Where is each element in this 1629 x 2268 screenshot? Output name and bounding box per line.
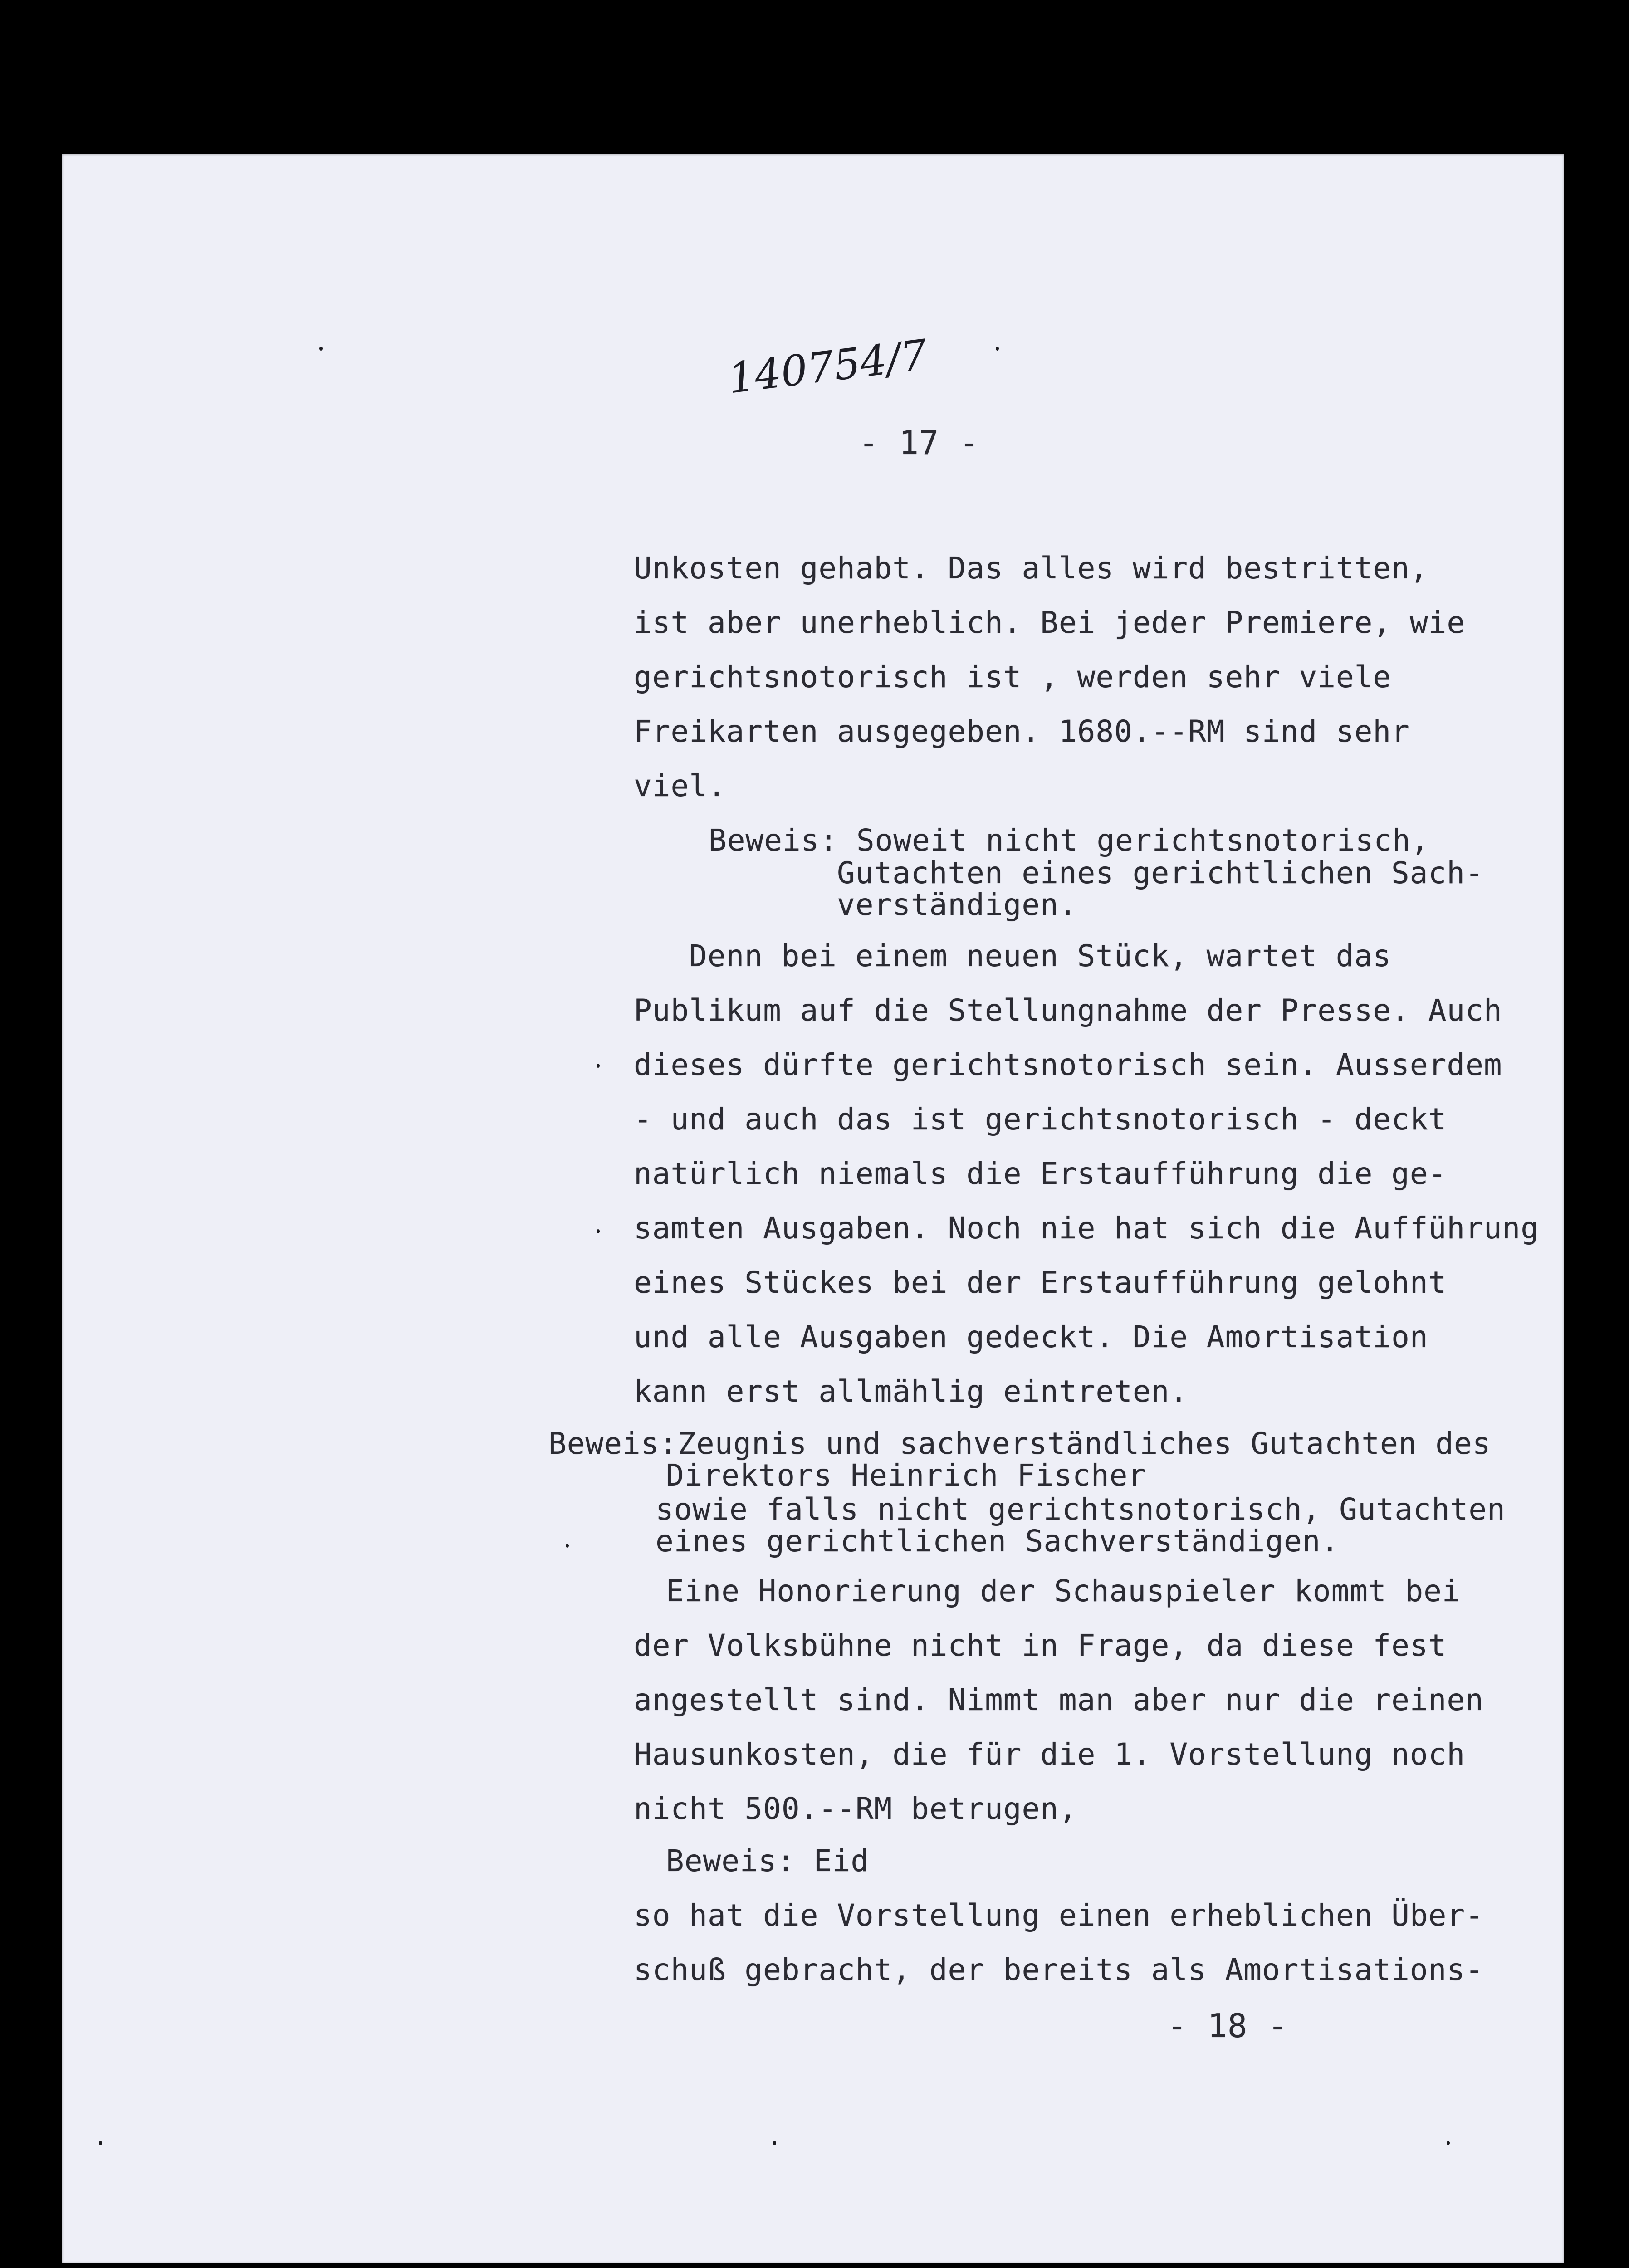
evidence-line: verständigen. [837, 887, 1077, 922]
text-line: viel. [634, 768, 726, 803]
text-line: so hat die Vorstellung einen erheblichen Über- [634, 1898, 1484, 1933]
evidence-line: Beweis: Soweit nicht gerichtsnotorisch, [709, 823, 1429, 858]
text-line: der Volksbühne nicht in Frage, da diese fest [634, 1628, 1447, 1663]
evidence-line: Direktors Heinrich Fischer [666, 1458, 1147, 1493]
punch-mark [996, 347, 999, 351]
evidence-line: Gutachten eines gerichtlichen Sach- [837, 855, 1484, 890]
text-line: Eine Honorierung der Schauspieler kommt bei [666, 1574, 1461, 1608]
evidence-line: sowie falls nicht gerichtsnotorisch, Gutachten [656, 1492, 1506, 1527]
text-line: angestellt sind. Nimmt man aber nur die reinen [634, 1682, 1484, 1717]
text-line: ist aber unerheblich. Bei jeder Premiere, wie [634, 605, 1466, 640]
page-footer: - 18 - [1167, 2007, 1288, 2045]
text-line: Unkosten gehabt. Das alles wird bestritten, [634, 551, 1428, 586]
text-line: - und auch das ist gerichtsnotorisch - deckt [634, 1102, 1447, 1137]
text-line: natürlich niemals die Erstaufführung die ge- [634, 1156, 1447, 1191]
text-line: samten Ausgaben. Noch nie hat sich die Aufführung [634, 1211, 1540, 1246]
evidence-line: eines gerichtlichen Sachverständigen. [656, 1524, 1340, 1559]
punch-mark [99, 2141, 102, 2145]
text-line: Hausunkosten, die für die 1. Vorstellung noch [634, 1737, 1466, 1772]
archive-number: 140754/7 [725, 330, 930, 403]
text-line: dieses dürfte gerichtsnotorisch sein. Ausserdem [634, 1047, 1502, 1082]
punch-mark [597, 1229, 600, 1233]
punch-mark [597, 1064, 600, 1068]
page-header: - 17 - [859, 424, 980, 462]
document-page [62, 154, 1564, 2263]
text-line: Freikarten ausgegeben. 1680.--RM sind sehr [634, 714, 1410, 749]
text-line: kann erst allmählig eintreten. [634, 1374, 1189, 1409]
punch-mark [773, 2141, 776, 2145]
punch-mark [1447, 2141, 1450, 2145]
evidence-line: Beweis:Zeugnis und sachverständliches Gutachten des [548, 1426, 1491, 1461]
punch-mark [566, 1544, 569, 1548]
text-line: Denn bei einem neuen Stück, wartet das [689, 938, 1391, 973]
evidence-line: Beweis: Eid [666, 1843, 870, 1878]
punch-mark [319, 347, 323, 351]
text-line: Publikum auf die Stellungnahme der Presse. Auch [634, 993, 1502, 1028]
text-line: und alle Ausgaben gedeckt. Die Amortisation [634, 1320, 1428, 1354]
text-line: schuß gebracht, der bereits als Amortisations- [634, 1952, 1484, 1987]
text-line: nicht 500.--RM betrugen, [634, 1791, 1077, 1826]
text-line: gerichtsnotorisch ist , werden sehr viele [634, 660, 1392, 694]
text-line: eines Stückes bei der Erstaufführung gelohnt [634, 1265, 1447, 1300]
